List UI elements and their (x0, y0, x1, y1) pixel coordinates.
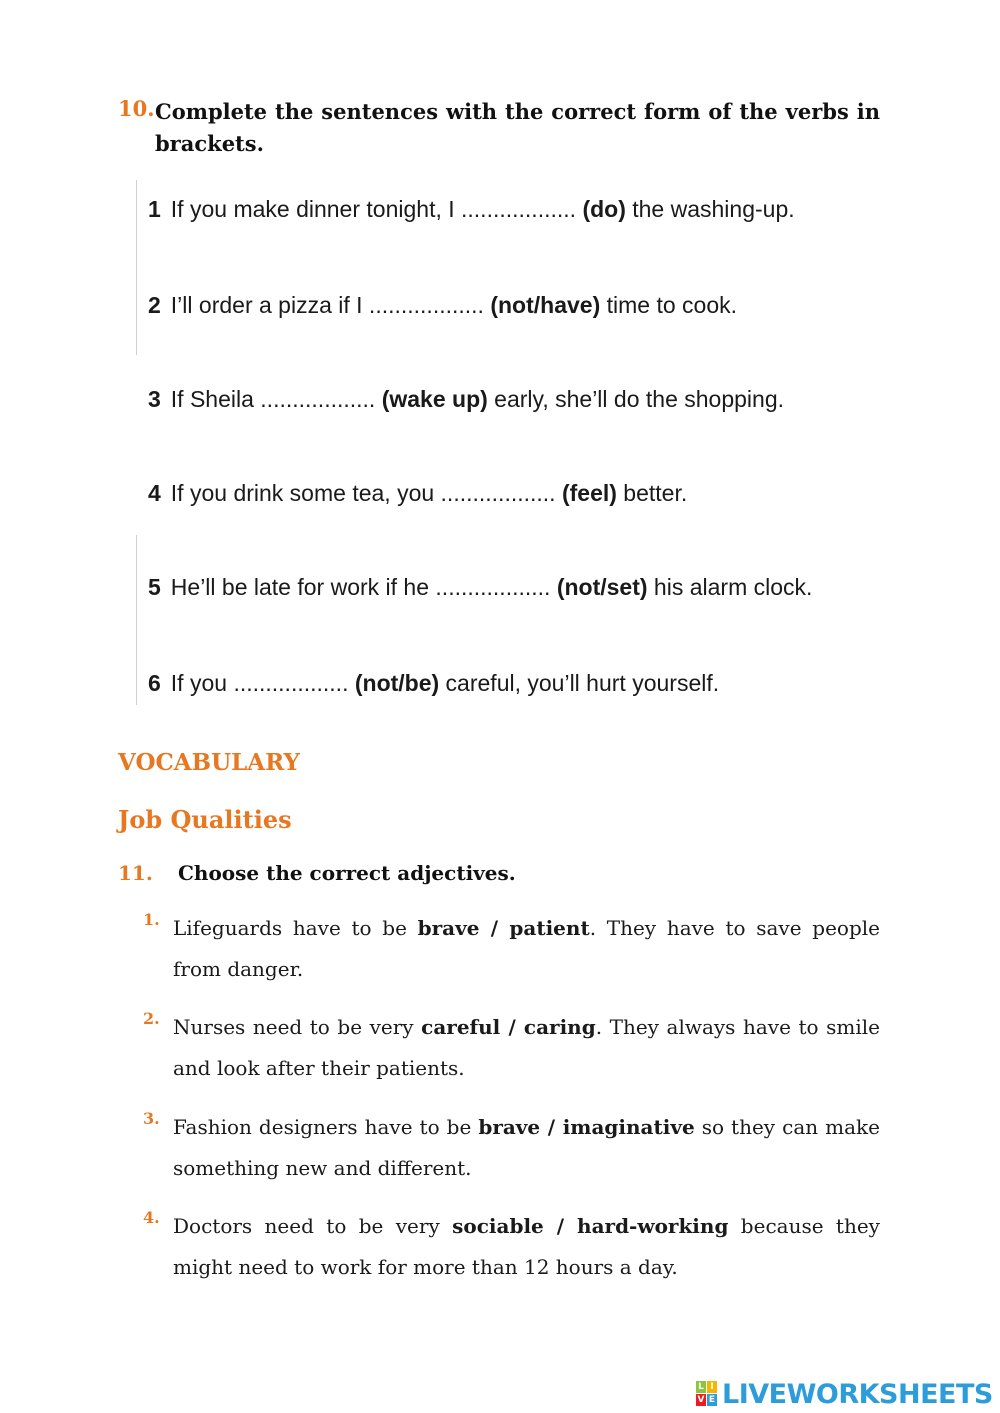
sentence-5 (148, 574, 812, 601)
sentence-text[interactable]: If you make dinner tonight, I .................. (170, 196, 583, 222)
verb-hint: (feel) (561, 480, 617, 506)
item-text: . They always have to smile and look after their patients. (173, 1015, 880, 1080)
liveworksheets-logo (696, 1376, 993, 1412)
exercise-10-sentences (136, 180, 916, 710)
exercise-11 (118, 861, 516, 885)
exercise-number: 11. (118, 861, 153, 885)
sentence-number: 3 (148, 386, 161, 412)
sentence-number: 4 (148, 480, 161, 506)
exercise-instruction: Complete the sentences with the correct form of the verbs in brackets. (155, 99, 880, 156)
verb-hint: (wake up) (381, 386, 488, 412)
logo-mark-icon: L I V E (697, 1382, 716, 1405)
sentence-text: careful, you’ll hurt yourself. (439, 670, 720, 696)
verb-hint: (do) (582, 196, 626, 222)
logo-text: LIVEWORKSHEETS (722, 1378, 993, 1410)
sentence-text: the washing-up. (625, 196, 795, 222)
sentence-number: 6 (148, 670, 161, 696)
list-item (143, 1107, 880, 1189)
sentence-text[interactable]: I’ll order a pizza if I .................. (170, 292, 491, 318)
item-text: because they might need to work for more than 12 hours a day. (173, 1214, 880, 1279)
exercise-number: 10. (118, 96, 155, 121)
list-item (143, 1007, 880, 1089)
sentence-1 (148, 196, 795, 223)
sentence-text: early, she’ll do the shopping. (487, 386, 785, 412)
adjective-choice[interactable]: brave / patient (417, 916, 590, 940)
list-item (143, 908, 880, 990)
item-text: so they can make something new and different. (173, 1115, 880, 1180)
item-text: Lifeguards have to be (173, 916, 418, 940)
scan-edge (136, 180, 137, 355)
sentence-text: time to cook. (600, 292, 738, 318)
section-heading: VOCABULARY (118, 749, 300, 776)
sentence-text[interactable]: He’ll be late for work if he .................. (170, 574, 557, 600)
item-text: Fashion designers have to be (173, 1115, 479, 1139)
sentence-4 (148, 480, 687, 507)
adjective-choice[interactable]: careful / caring (421, 1015, 596, 1039)
sentence-number: 1 (148, 196, 161, 222)
item-number: 4. (143, 1208, 160, 1227)
verb-hint: (not/have) (490, 292, 601, 318)
item-text: Nurses need to be very (173, 1015, 422, 1039)
exercise-10 (118, 96, 880, 160)
exercise-instruction: Choose the correct adjectives. (178, 861, 516, 885)
item-number: 3. (143, 1109, 160, 1128)
sentence-6 (148, 670, 719, 697)
section-subheading: Job Qualities (118, 805, 292, 834)
item-number: 1. (143, 910, 160, 929)
sentence-text[interactable]: If Sheila .................. (170, 386, 382, 412)
adjective-choice[interactable]: sociable / hard-working (452, 1214, 729, 1238)
list-item (143, 1206, 880, 1288)
item-text: Doctors need to be very (173, 1214, 453, 1238)
scan-edge (136, 535, 137, 705)
item-number: 2. (143, 1009, 160, 1028)
sentence-number: 5 (148, 574, 161, 600)
sentence-3 (148, 386, 784, 413)
sentence-2 (148, 292, 737, 319)
sentence-text: better. (616, 480, 688, 506)
sentence-number: 2 (148, 292, 161, 318)
sentence-text[interactable]: If you drink some tea, you .................. (170, 480, 562, 506)
adjective-choice[interactable]: brave / imaginative (478, 1115, 695, 1139)
item-text: . They have to save people from danger. (173, 916, 880, 981)
sentence-text[interactable]: If you .................. (170, 670, 355, 696)
verb-hint: (not/set) (556, 574, 648, 600)
verb-hint: (not/be) (354, 670, 440, 696)
sentence-text: his alarm clock. (647, 574, 813, 600)
